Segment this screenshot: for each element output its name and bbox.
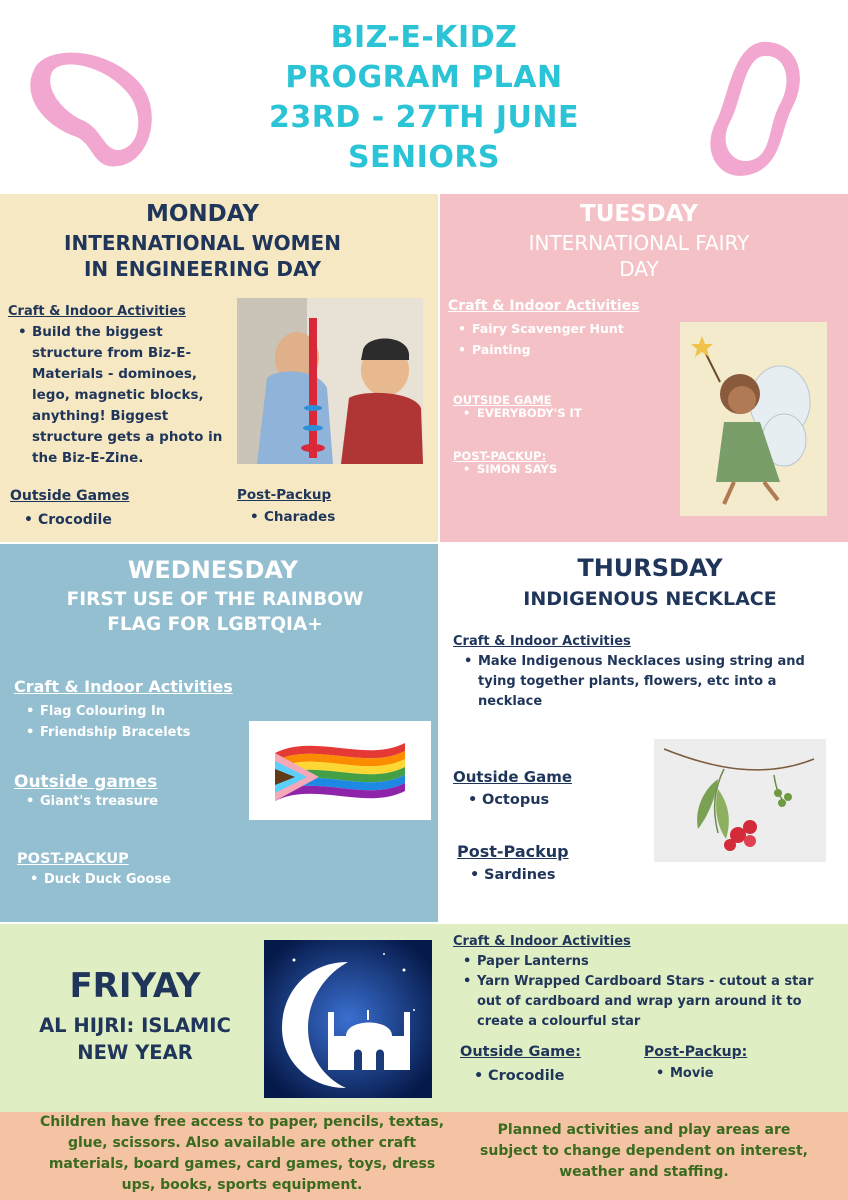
wednesday-subtitle-line: FIRST USE OF THE RAINBOW <box>66 589 364 610</box>
tuesday-post-list <box>463 462 663 477</box>
thursday-craft-list <box>464 652 838 712</box>
friday-panel <box>0 924 848 1112</box>
thursday-outside-heading: Outside Game <box>453 768 573 786</box>
wednesday-craft-heading: Craft & Indoor Activities <box>14 677 233 696</box>
thursday-subtitle-line: INDIGENOUS NECKLACE <box>523 588 777 610</box>
friday-post-heading: Post-Packup: <box>644 1044 748 1060</box>
list-item: • Crocodile <box>24 510 224 530</box>
footer-panel <box>0 1112 848 1200</box>
tuesday-craft-heading: Craft & Indoor Activities <box>448 298 640 314</box>
wednesday-day-title: WEDNESDAY <box>127 556 299 584</box>
wednesday-post-list <box>30 870 260 890</box>
children-building-photo <box>237 298 423 464</box>
wednesday-outside-heading: Outside games <box>14 772 158 792</box>
friday-subtitle <box>0 1012 270 1066</box>
list-item: • Octopus <box>468 790 648 810</box>
tuesday-subtitle-line: INTERNATIONAL FAIRY <box>528 231 750 255</box>
thursday-post-heading: Post-Packup <box>457 842 569 861</box>
fairy-illustration <box>680 322 827 516</box>
monday-panel <box>0 194 438 542</box>
friday-post-list <box>656 1064 806 1084</box>
pink-squiggle-left-icon <box>22 38 162 178</box>
thursday-day-title: THURSDAY <box>577 554 723 582</box>
monday-craft-heading: Craft & Indoor Activities <box>8 304 186 319</box>
list-item: • EVERYBODY'S IT <box>463 406 663 421</box>
header-line: SENIORS <box>347 140 501 175</box>
tuesday-subtitle-line: DAY <box>619 257 659 281</box>
tuesday-subtitle <box>440 230 838 282</box>
mosque-moon-image <box>264 940 432 1098</box>
list-item: • Flag Colouring In <box>26 701 256 722</box>
wednesday-craft-list <box>26 701 256 743</box>
tuesday-post-heading: POST-PACKUP: <box>453 449 547 463</box>
thursday-outside-list <box>468 790 648 810</box>
monday-subtitle-line: INTERNATIONAL WOMEN <box>64 231 341 255</box>
friday-outside-list <box>474 1066 624 1086</box>
thursday-post-list <box>470 865 650 885</box>
monday-post-list <box>250 507 420 527</box>
header-line: 23RD - 27TH JUNE <box>269 100 579 135</box>
header-title <box>200 18 648 178</box>
header-line: PROGRAM PLAN <box>285 60 563 95</box>
wednesday-subtitle-line: FLAG FOR LGBTQIA+ <box>107 614 323 635</box>
pride-flag-image <box>249 721 431 820</box>
friday-craft-heading: Craft & Indoor Activities <box>453 934 631 949</box>
list-item: • SIMON SAYS <box>463 462 663 477</box>
list-item: • Charades <box>250 507 420 527</box>
list-item: • Make Indigenous Necklaces using string and tying together plants, flowers, etc into a necklace <box>464 652 838 712</box>
footer-right-text: Planned activities and play areas are subject to change dependent on interest, weather and staffing. <box>480 1122 808 1180</box>
monday-outside-list <box>24 510 224 530</box>
list-item: • Friendship Bracelets <box>26 722 256 743</box>
list-item: • Sardines <box>470 865 650 885</box>
monday-subtitle-line: IN ENGINEERING DAY <box>83 257 322 281</box>
tuesday-day-title: TUESDAY <box>580 201 698 227</box>
monday-day-title: MONDAY <box>145 201 260 227</box>
list-item: • Yarn Wrapped Cardboard Stars - cutout a star out of cardboard and wrap yarn around it to create a colourful star <box>463 972 833 1032</box>
monday-craft-list <box>18 322 230 469</box>
list-item: • Painting <box>458 339 678 360</box>
friday-day-title: FRIYAY <box>69 966 201 1006</box>
monday-outside-heading: Outside Games <box>10 488 130 504</box>
pink-squiggle-right-icon <box>692 34 812 184</box>
monday-post-heading: Post-Packup <box>237 487 332 503</box>
monday-subtitle <box>0 230 405 282</box>
list-item: • Fairy Scavenger Hunt <box>458 318 678 339</box>
wednesday-post-heading: POST-PACKUP <box>17 851 129 867</box>
list-item: • Duck Duck Goose <box>30 870 260 890</box>
wednesday-outside-list <box>26 792 256 812</box>
thursday-craft-heading: Craft & Indoor Activities <box>453 634 631 649</box>
thursday-subtitle <box>440 586 848 612</box>
tuesday-craft-list <box>458 318 678 360</box>
wednesday-panel <box>0 544 438 922</box>
friday-craft-list <box>463 952 833 1032</box>
list-item: • Crocodile <box>474 1066 624 1086</box>
friday-outside-heading: Outside Game: <box>460 1044 581 1060</box>
wednesday-subtitle <box>0 587 430 637</box>
friday-subtitle-line: NEW YEAR <box>77 1041 193 1064</box>
list-item: • Giant's treasure <box>26 792 256 812</box>
tuesday-panel <box>440 194 848 542</box>
list-item: • Movie <box>656 1064 806 1084</box>
list-item: • Paper Lanterns <box>463 952 833 972</box>
tuesday-outside-heading: OUTSIDE GAME <box>453 393 552 407</box>
header-line: BIZ-E-KIDZ <box>330 20 518 55</box>
thursday-panel <box>440 544 848 922</box>
footer-left-text: Children have free access to paper, pencils, textas, glue, scissors. Also available are other craft materials, board games, card games, toys, dress ups, books, sports equipment. <box>39 1114 445 1193</box>
tuesday-outside-list <box>463 406 663 421</box>
friday-subtitle-line: AL HIJRI: ISLAMIC <box>39 1014 231 1037</box>
gum-leaves-photo <box>654 739 826 862</box>
list-item: • Build the biggest structure from Biz-E-Materials - dominoes, lego, magnetic blocks, anything! Biggest structure gets a photo in the Biz-E-Zine. <box>18 322 230 469</box>
